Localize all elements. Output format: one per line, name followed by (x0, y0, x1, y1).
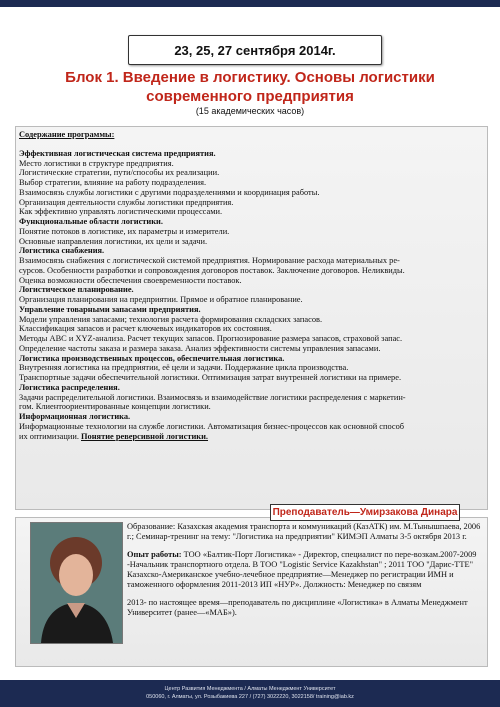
experience-text (127, 550, 483, 590)
program-line: Классификация запасов и расчет ключевых индикаторов их состояния. (19, 324, 272, 334)
education-text: Образование: Казахская академия транспорта и коммуникаций (КазАТК) им. М.Тынышпаева, 2006 г.; Семинар-тренинг на тему: "Логистика на предприятии" КИМЭП Алматы 3-5 октября 2013 г. (127, 522, 481, 541)
teacher-bio (127, 522, 483, 626)
program-line: Как эффективно управлять логистическими процессами. (19, 207, 223, 217)
experience-label: Опыт работы: (127, 550, 182, 559)
footer-line-2: 050060, г. Алматы, ул. Розыбакиева 227 / (727) 3022220, 3022158/ training@iab.kz (146, 694, 354, 700)
program-section-heading: Функциональные области логистики. (19, 217, 163, 226)
program-section-heading: Логистика снабжения. (19, 246, 105, 256)
program-line: Информационные технологии на службе логистики. Автоматизация бизнес-процессов как основной способ (19, 421, 405, 431)
program-heading: Содержание программы: (19, 130, 115, 139)
teacher-box (15, 517, 488, 667)
program-section-heading: Эффективная логистическая система предприятия. (19, 148, 216, 158)
dates-box (128, 35, 382, 65)
teacher-photo (30, 522, 123, 644)
teacher-title: Преподаватель—Умирзакова Динара (270, 504, 460, 521)
block-title (30, 68, 470, 106)
program-section-heading: Управление товарными запасами предприятия. (19, 304, 201, 314)
program-section-heading: Логистика распределения. (19, 382, 120, 392)
program-line: Задачи распределительной логистики. Взаимосвязь и взаимодействие логистики распределения с маркетин- (19, 392, 406, 402)
program-section-heading: Логистика производственных процессов, обеспечительная логистика. (19, 353, 285, 363)
experience-body: ТОО «Балтик-Порт Логистика» - Директор, специалист по пере-возкам.2007-2009 -Начальник транспортного отдела. В ТОО "Logistic Service Kazakhstan" ; 2011 ТОО "Дарис-ТТЕ" Казахско-Американское учебно-лечебное предприятие—Менеджер по регистрации ИМН и таможенного оформления 2011-2013 ИП «НУР». Должность: Менеджер по связям (127, 550, 477, 589)
hours-note: (15 академических часов) (195, 106, 305, 116)
program-line: Логистические стратегии, пути/способы их реализации. (19, 168, 220, 178)
portrait-image (31, 523, 122, 643)
program-line: Понятие потоков в логистике, их параметры и измерители. (19, 226, 230, 236)
last-line-bold: Понятие реверсивной логистики. (81, 431, 209, 441)
program-line: Определение частоты заказа и размера заказа. Анализ эффективности системы управления запасами. (19, 343, 381, 353)
current-position-text: 2013- по настоящее время—преподаватель по дисциплине «Логистика» в Алматы Менеджмент Университет (ранее—«МАБ»). (127, 598, 468, 617)
program-last-line (19, 432, 484, 442)
program-line: Внутренняя логистика на предприятии, её цели и задачи. Поддержание цикла производства. (19, 363, 349, 373)
last-line-plain: их оптимизации. (19, 431, 82, 441)
top-band (0, 0, 500, 7)
title-line-2: современного предприятия (146, 88, 354, 105)
program-section-heading: Информационная логистика. (19, 412, 131, 421)
program-line: Основные направления логистики, их цели и задачи. (19, 236, 208, 246)
program-line: Методы ABC и XYZ-анализа. Расчет текущих запасов. Прогнозирование размера запасов, страховой запас. (19, 334, 403, 343)
dates: 23, 25, 27 сентября 2014г. (174, 42, 336, 58)
program-line: Организация планирования на предприятии. Прямое и обратное планирование. (19, 295, 303, 304)
program-line: сурсов. Особенности разработки и сопровождения договоров поставок. Заключение договоров. Неликвиды. (19, 265, 405, 275)
program-line: Транспортные задачи обеспечительной логистики. Оптимизация затрат внутренней логистики на примере. (19, 373, 402, 382)
program-line: Выбор стратегии, влияние на работу подразделения. (19, 178, 207, 187)
program-section-heading: Логистическое планирование. (19, 285, 134, 295)
program-line: Модели управления запасами; технология расчета формирования складских запасов. (19, 314, 323, 324)
program-box (15, 126, 488, 510)
spacer (19, 140, 484, 149)
title-line-1: Блок 1. Введение в логистику. Основы логистики (65, 69, 435, 86)
footer (0, 680, 500, 707)
program-line: гом. Клиентоориентированные концепции логистики. (19, 402, 211, 412)
program-line: Взаимосвязь службы логистики с другими подразделениями и координация работы. (19, 187, 320, 197)
program-line: Оценка возможности обеспечения своевременности поставок. (19, 275, 242, 285)
program-line: Организация деятельности службы логистики предприятия. (19, 197, 234, 207)
program-lines (19, 149, 484, 432)
program-line: Взаимосвязь снабжения с логистической системой предприятия. Нормирование расхода материальных ре- (19, 256, 400, 265)
footer-line-1: Центр Развития Менеджмента / Алматы Менеджмент Университет (164, 686, 336, 692)
program-line: Место логистики в структуре предприятия. (19, 158, 174, 168)
